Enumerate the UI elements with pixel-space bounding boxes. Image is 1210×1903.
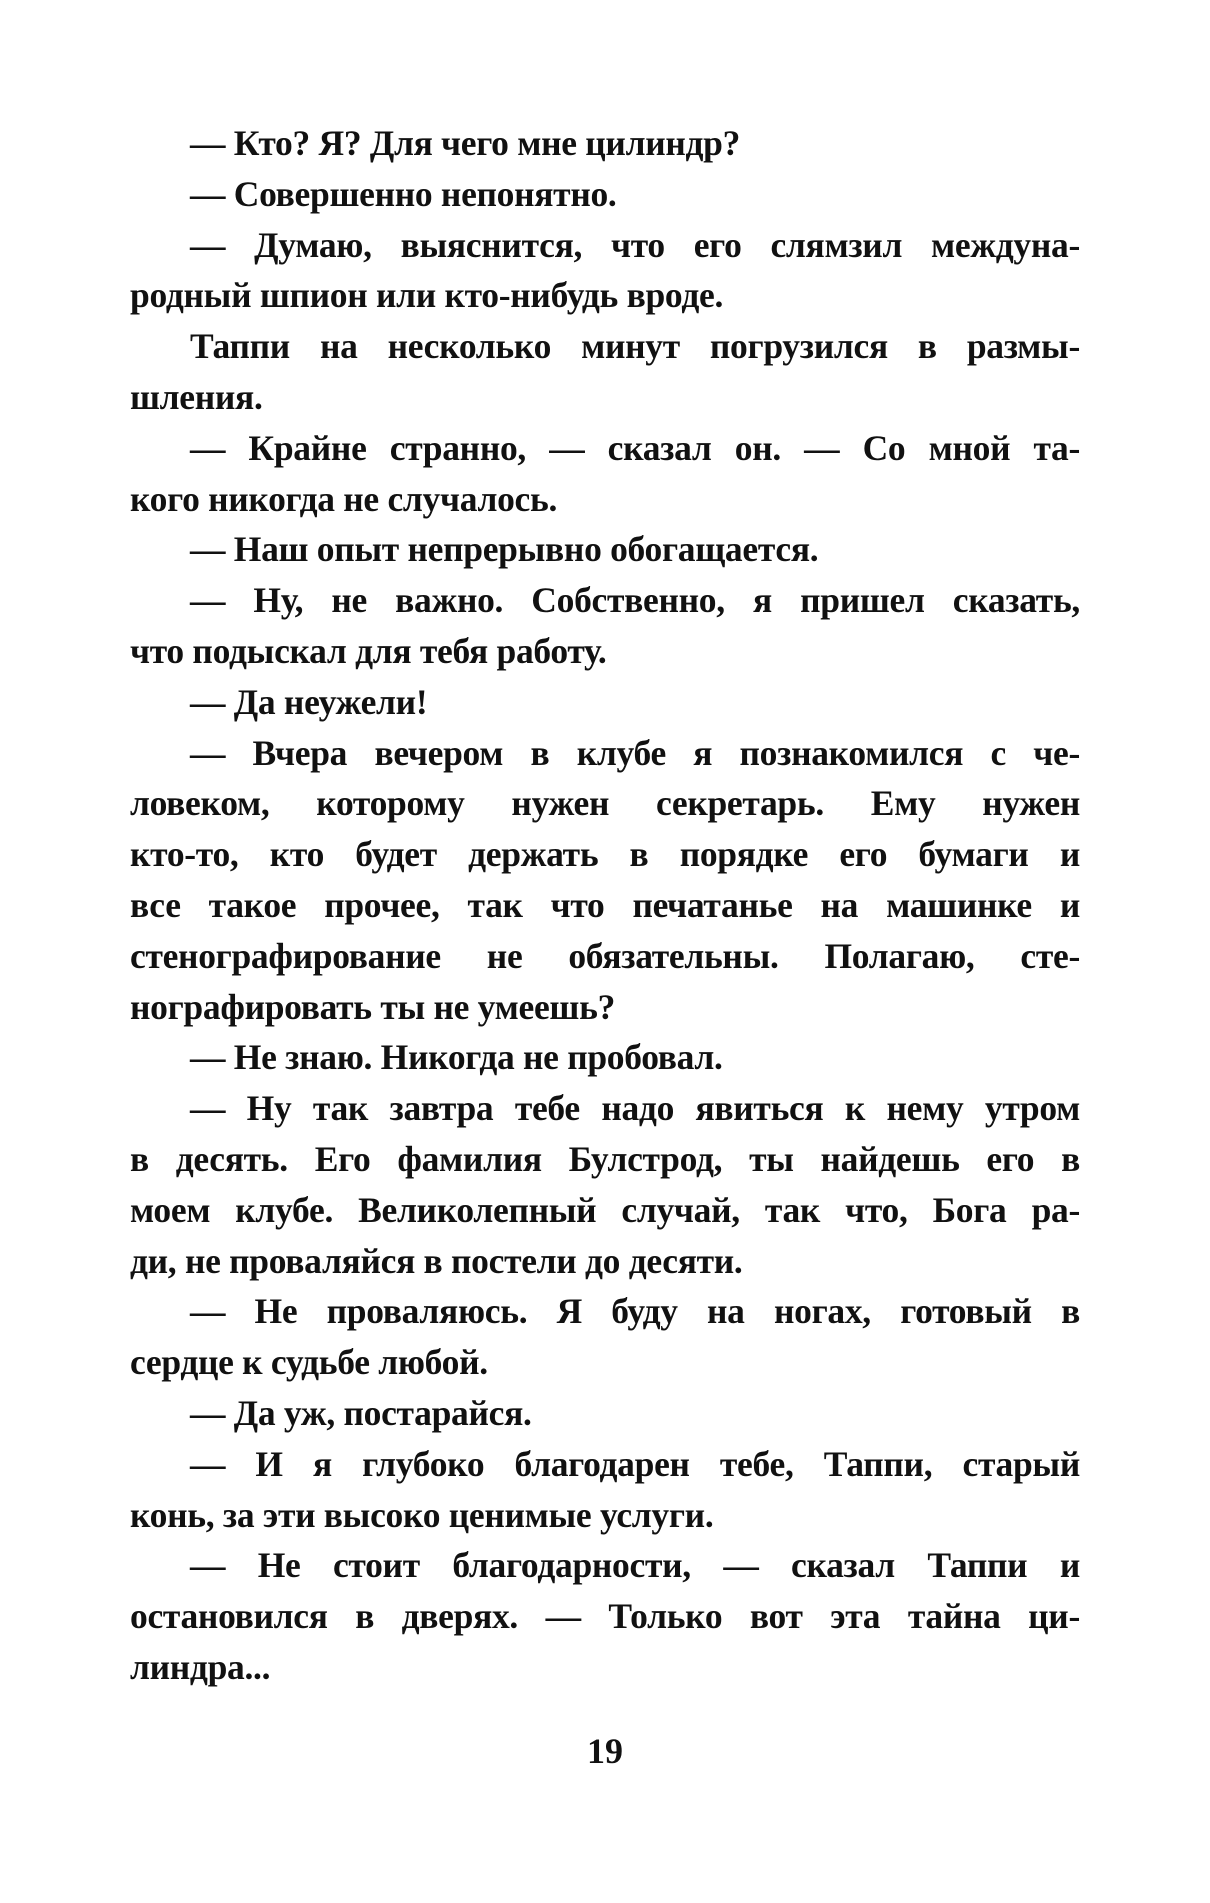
text-line: — Ну, не важно. Собственно, я пришел сказать, [190,580,1080,621]
text-line: что подыскал для тебя работу. [130,630,607,671]
text-line: ловеком, которому нужен секретарь. Ему нужен [130,783,1080,824]
text-line: — Думаю, выяснится, что его слямзил междуна- [190,224,1080,265]
text-line: нографировать ты не умеешь? [130,986,616,1027]
text-line: — Наш опыт непрерывно обогащается. [190,529,819,570]
text-line: моем клубе. Великолепный случай, так что, Бога ра- [130,1189,1080,1230]
text-line: конь, за эти высоко ценимые услуги. [130,1494,714,1535]
body-text [130,118,1080,1693]
text-line: родный шпион или кто-нибудь вроде. [130,275,724,316]
text-line: — Кто? Я? Для чего мне цилиндр? [190,123,741,163]
text-line: — Да неужели! [190,681,428,722]
text-line: остановился в дверях. — Только вот эта тайна ци- [130,1596,1080,1637]
text-line: — Вчера вечером в клубе я познакомился с че- [190,732,1080,773]
text-line: — Не знаю. Никогда не пробовал. [190,1037,723,1078]
text-line: шления. [130,376,263,417]
text-line: линдра... [130,1646,271,1687]
text-line: — Не проваляюсь. Я буду на ногах, готовый в [190,1291,1080,1332]
text-line: в десять. Его фамилия Булстрод, ты найдешь его в [130,1138,1080,1179]
text-line: ди, не проваляйся в постели до десяти. [130,1240,743,1281]
text-line: — Крайне странно, — сказал он. — Со мной та- [190,427,1080,468]
text-line: — Да уж, постарайся. [190,1392,532,1433]
text-line: — Ну так завтра тебе надо явиться к нему утром [190,1088,1080,1129]
text-line: сердце к судьбе любой. [130,1342,488,1383]
text-line: кого никогда не случалось. [130,478,558,519]
text-line: кто-то, кто будет держать в порядке его бумаги и [130,834,1080,875]
text-line: все такое прочее, так что печатанье на машинке и [130,884,1080,925]
text-line: — И я глубоко благодарен тебе, Таппи, старый [190,1443,1080,1484]
text-line: — Не стоит благодарности, — сказал Таппи и [190,1545,1080,1586]
text-line: — Совершенно непонятно. [190,173,617,214]
page-number: 19 [587,1731,623,1771]
text-line: стенографирование не обязательны. Полагаю, сте- [130,935,1080,976]
text-line: Таппи на несколько минут погрузился в размы- [190,326,1080,367]
